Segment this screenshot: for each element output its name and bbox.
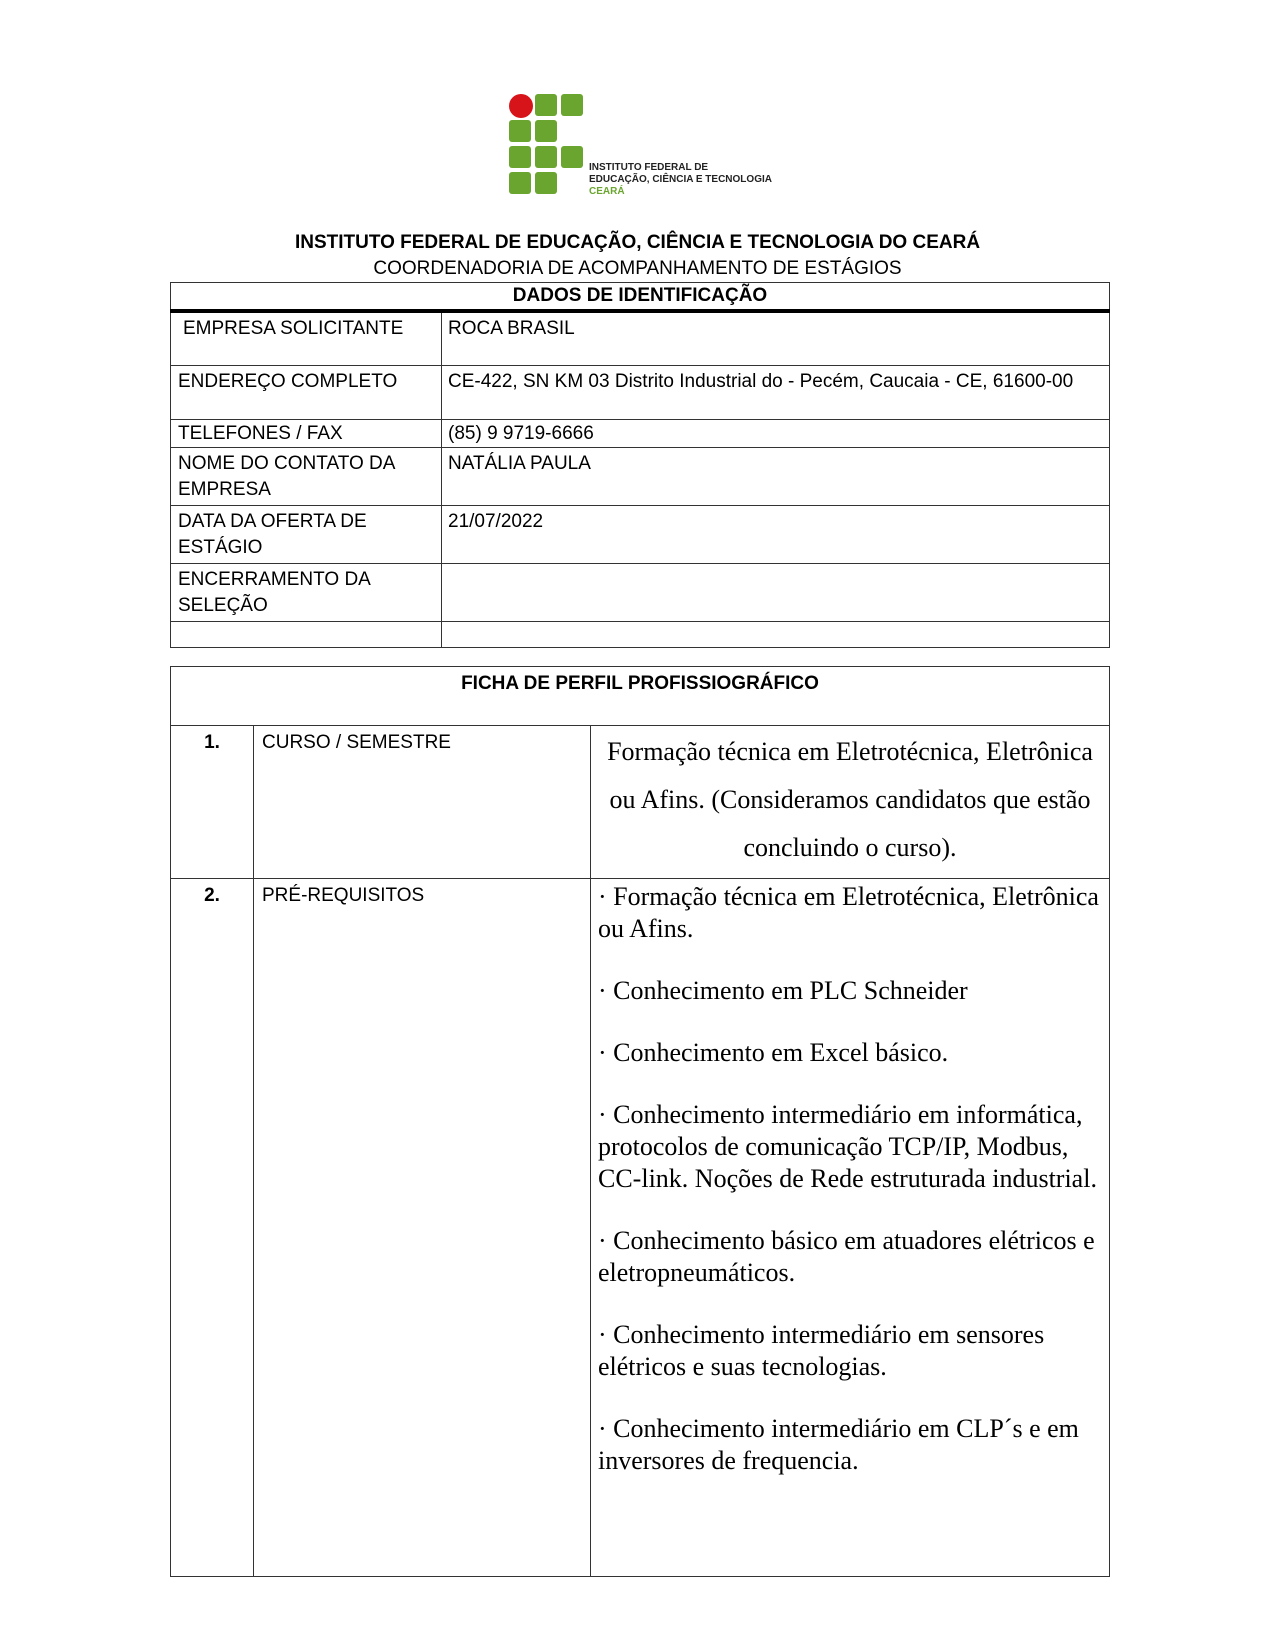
logo-line-1: INSTITUTO FEDERAL DE xyxy=(589,162,709,173)
contact-value: NATÁLIA PAULA xyxy=(442,447,1110,505)
selection-end-label: ENCERRAMENTO DA SELEÇÃO xyxy=(171,563,442,621)
offer-date-value: 21/07/2022 xyxy=(442,505,1110,563)
logo-square xyxy=(561,146,583,168)
company-value: ROCA BRASIL xyxy=(442,311,1110,365)
logo-square xyxy=(509,120,531,142)
prerequisite-item: · Conhecimento intermediário em sensores elétricos e suas tecnologias. xyxy=(598,1320,1045,1381)
prerequisite-item: · Conhecimento intermediário em CLP´s e em inversores de frequencia. xyxy=(598,1414,1079,1475)
logo-square xyxy=(535,94,557,116)
logo-square xyxy=(509,172,531,194)
item-number: 2. xyxy=(171,879,254,1577)
prerequisite-item: · Conhecimento básico em atuadores elétricos e eletropneumáticos. xyxy=(598,1226,1095,1287)
selection-end-value xyxy=(442,563,1110,621)
profile-table xyxy=(170,666,1110,1577)
empty-label xyxy=(171,621,442,647)
course-label: CURSO / SEMESTRE xyxy=(254,726,591,879)
logo-line-2: EDUCAÇÃO, CIÊNCIA E TECNOLOGIA xyxy=(589,174,772,185)
company-label: EMPRESA SOLICITANTE xyxy=(171,311,442,365)
prerequisite-item: · Formação técnica em Eletrotécnica, Eletrônica ou Afins. xyxy=(598,882,1099,943)
prerequisite-item: · Conhecimento em PLC Schneider xyxy=(598,976,968,1005)
logo-square xyxy=(561,94,583,116)
prerequisites-list xyxy=(591,879,1110,1577)
profile-title: FICHA DE PERFIL PROFISSIOGRÁFICO xyxy=(171,667,1110,726)
address-value: CE-422, SN KM 03 Distrito Industrial do - Pecém, Caucaia - CE, 61600-00 xyxy=(442,365,1110,419)
institution-title: INSTITUTO FEDERAL DE EDUCAÇÃO, CIÊNCIA E TECNOLOGIA DO CEARÁ xyxy=(294,232,981,253)
logo-square xyxy=(535,120,557,142)
prerequisite-item: · Conhecimento intermediário em informática, protocolos de comunicação TCP/IP, Modbus, CC-link. Noções de Rede estruturada industrial. xyxy=(598,1100,1097,1193)
logo-red-dot xyxy=(509,94,533,118)
logo-text xyxy=(589,162,772,198)
empty-value xyxy=(442,621,1110,647)
logo-square xyxy=(535,146,557,168)
address-label: ENDEREÇO COMPLETO xyxy=(171,365,442,419)
offer-date-label: DATA DA OFERTA DE ESTÁGIO xyxy=(171,505,442,563)
identification-title: DADOS DE IDENTIFICAÇÃO xyxy=(171,283,1110,312)
identification-table xyxy=(170,282,1110,648)
phone-label: TELEFONES / FAX xyxy=(171,419,442,447)
logo-square xyxy=(509,146,531,168)
logo-line-3: CEARÁ xyxy=(589,186,625,197)
item-number: 1. xyxy=(171,726,254,879)
institution-logo xyxy=(509,94,772,206)
contact-label: NOME DO CONTATO DA EMPRESA xyxy=(171,447,442,505)
phone-value: (85) 9 9719-6666 xyxy=(442,419,1110,447)
prerequisite-item: · Conhecimento em Excel básico. xyxy=(598,1038,949,1067)
course-value: Formação técnica em Eletrotécnica, Eletrônica ou Afins. (Consideramos candidatos que estão concluindo o curso). xyxy=(591,726,1110,879)
prerequisites-label: PRÉ-REQUISITOS xyxy=(254,879,591,1577)
department-title: COORDENADORIA DE ACOMPANHAMENTO DE ESTÁGIOS xyxy=(373,258,902,279)
logo-square xyxy=(535,172,557,194)
